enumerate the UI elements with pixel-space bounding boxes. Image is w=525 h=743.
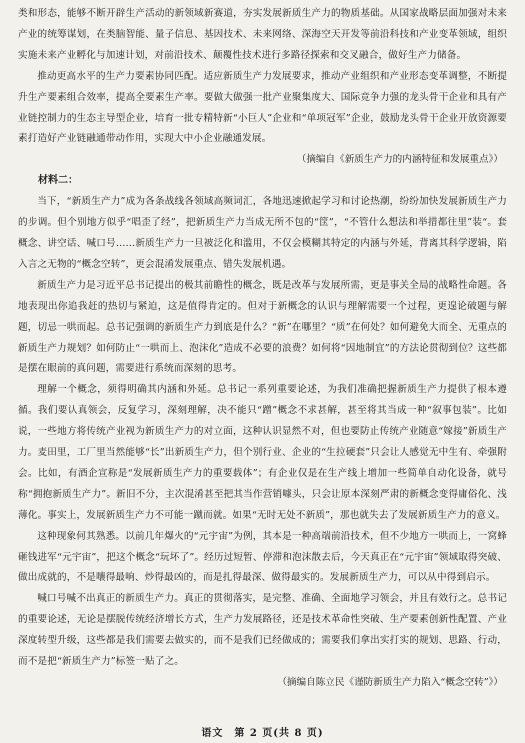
paragraph-2: 推动更高水平的生产力要素协同匹配。适应新质生产力发展要求，推动产业组织和产业形态变革调整，不断提升生产要素组合效率，提高全要素生产率。要做大做强一批产业聚集度大、国际竞争力强的龙头骨干企业和具有产业链控制力的生态主导型企业，培育一批专精特新“小巨人”企业和“单项冠军”企业，鼓励龙头骨干企业开放资源要素打造好产业链融通带动作用，实现大中小企业融通发展。 [18, 70, 507, 145]
paragraph-3: 当下，“新质生产力”成为各条战线各领域高频词汇，各地迅速掀起学习和讨论热潮，纷纷加快发展新质生产力的步调。但个别地方似乎“唱歪了经”，把新质生产力当成无所不包的“筐”，“不管什么想法和举措都往里”装“。套概念、讲空话、喊口号……新质生产力一旦被泛化和滥用，不仅会模糊其特定的内涵与外延，背离其科学逻辑，陷入言之无物的“概念空转”，更会混淆发展重点、错失发展机遇。 [18, 196, 507, 270]
source-citation-1: （摘编自《新质生产力的内涵特征和发展重点》） [296, 154, 503, 166]
source-citation-2: （摘编自陈立民《谨防新质生产力陷入“概念空转”》） [277, 677, 503, 688]
paragraph-7: 喊口号喊不出真正的新质生产力。真正的贯彻落实，是完整、准确、全面地学习领会，并且有效行之。总书记的重要论述，无论是摆脱传统经济增长方式，生产力发展路径，还是技术革命性突破、生产要素创新性配置、产业深度转型升级，这些都是我们需要去做实的，而不是我们已经做成的；需要我们拿出实打实的规划、思路、行动，而不是把“新质生产力”标签一贴了之。 [18, 593, 507, 668]
page-footer: 语文 第 2 页(共 8 页) [201, 728, 324, 739]
material-two-heading: 材料二： [38, 175, 78, 187]
paragraph-4: 新质生产力是习近平总书记提出的极其前瞻性的概念，既是改革与发展所需，更是事关全局的战略性命题。各地表现出你追我赶的热切与紧迫，这是值得肯定的。但对于新概念的认识与理解需要一个过程，更遑论破题与解题，切忌一哄而起。总书记强调的新质生产力到底是什么？“新”在哪里？“质”在何处？如何避免大而全、无重点的新质生产力规划？如何防止“一哄而上、泡沫化”造成不必要的浪费？如何将“因地制宜”的方法论贯彻到位？这些都是摆在眼前的真问题，需要进行系统而深刻的思考。 [18, 279, 507, 375]
paragraph-5: 理解一个概念，须得明确其内涵和外延。总书记一系列重要论述，为我们准确把握新质生产力提供了根本遵循。我们要认真领会，反复学习，深刻理解，决不能只“蹭”概念不求甚解，甚至将其当成一种“叙事包装”。比如说，一些地方将传统产业视为新质生产力的对立面，这种认识显然不对，但也要防止传统产业随意“嫁接”新质生产力。麦田里，工厂里当然能够“长”出新质生产力，但个别行业、企业的“生拉硬套”只会让人感觉无中生有、牵强附会。比如，有酒企宣称是“发展新质生产力的重要载体”；有企业仅是在生产线上增加一些简单自动化设备，就号称“拥抱新质生产力”。新旧不分，主次混淆甚至把其当作营销噱头，只会让原本深刻严肃的新概念变得庸俗化、浅薄化。事实上，发展新质生产力不可能一蹴而就。如果“无时无处不新质”，那也就失去了发展新质生产力的意义。 [18, 384, 507, 521]
paragraph-6: 这种现象何其熟悉。以前几年爆火的“元宇宙”为例，其本是一种高端前沿技术，但不少地方一哄而上，一窝蜂砸钱进军“元宇宙”，把这个概念“玩坏了”。经历过短暂、停滞和泡沫散去后，今天真正在“元宇宙”领域取得突破、做出成就的，不是嚷得最响、炒得最凶的，而是扎得最深、做得最实的。发展新质生产力，可以从中得到启示。 [18, 530, 507, 584]
paragraph-1: 类和形态，能够不断开辟生产活动的新领域新赛道，夯实发展新质生产力的物质基础。从国家战略层面加强对未来产业的统筹谋划，在类脑智能、量子信息、基因技术、未来网络、深海空天开发等前沿科技和产业变革领域，组织实施未来产业孵化与加速计划，对前沿技术、颠覆性技术进行多路径探索和交叉融合，做好生产力储备。 [18, 8, 507, 61]
